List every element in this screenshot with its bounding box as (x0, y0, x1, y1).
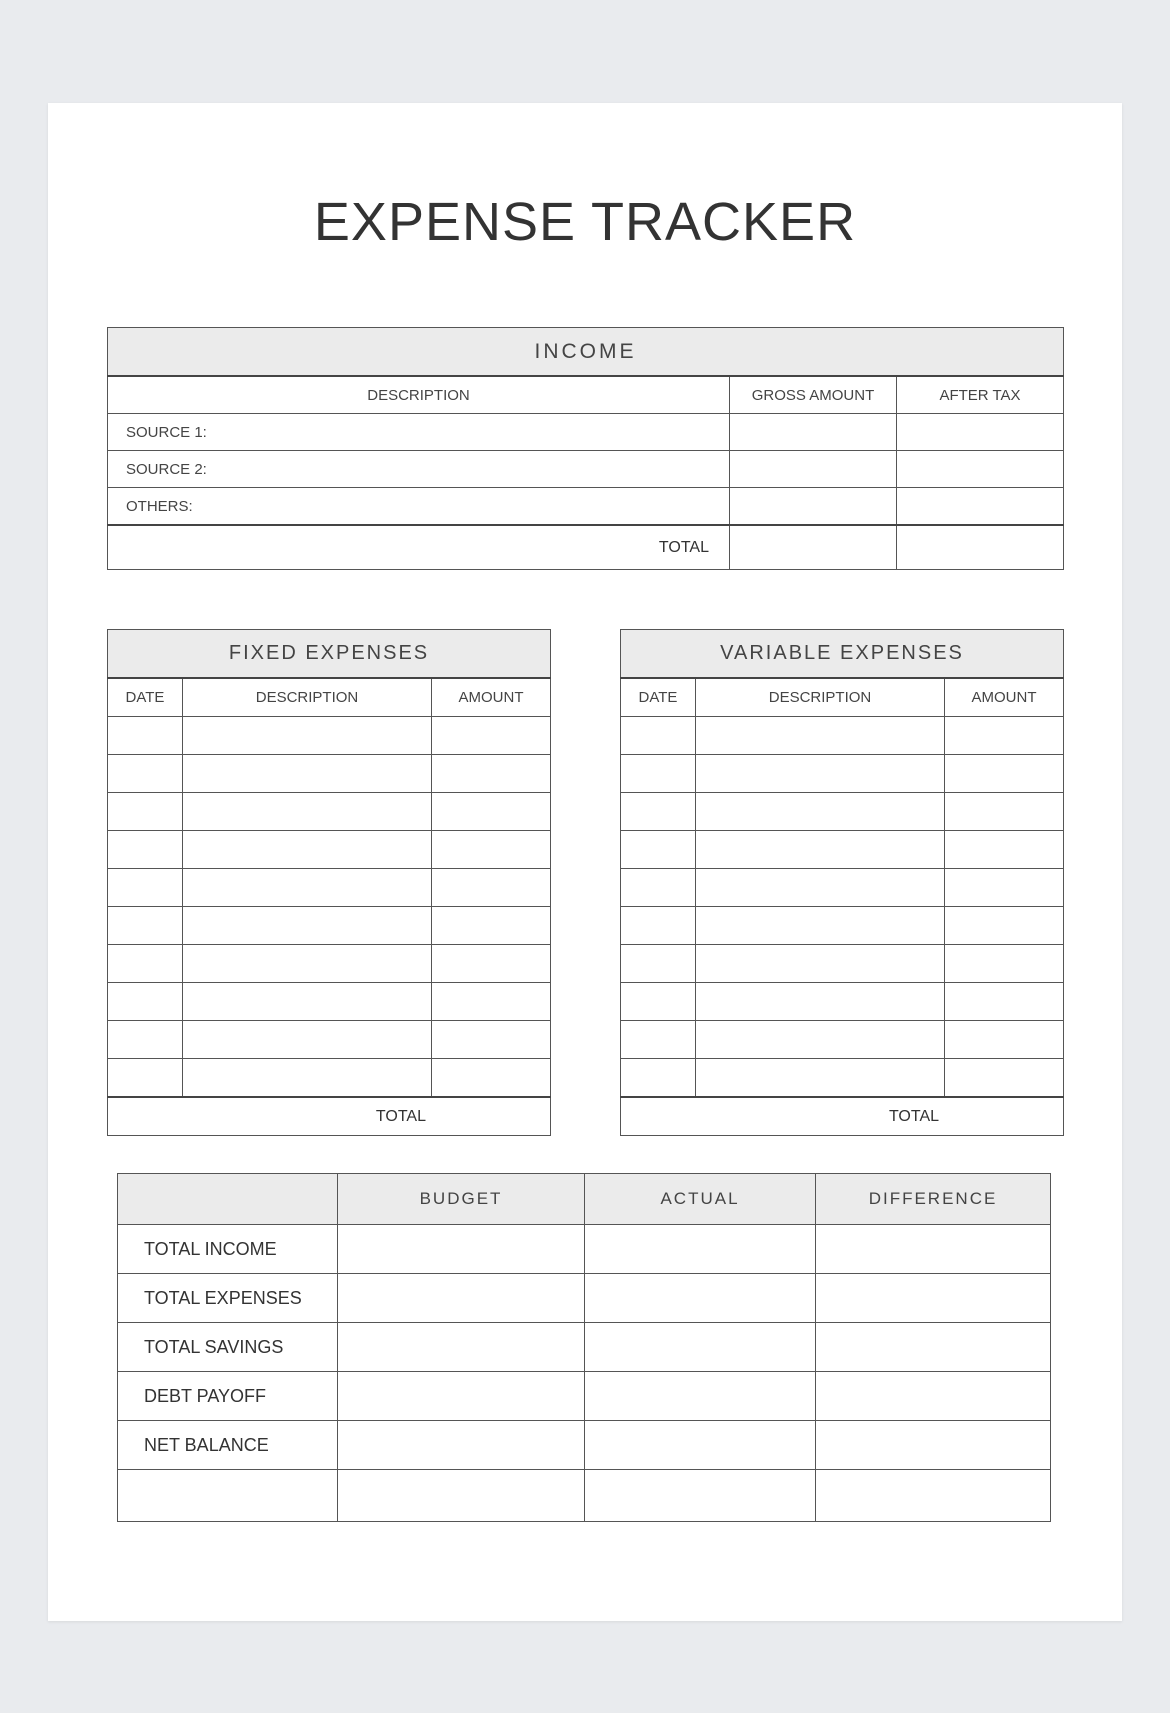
income-row-label: OTHERS: (108, 488, 730, 526)
description-cell[interactable] (183, 907, 432, 945)
table-row (108, 945, 551, 983)
table-row (621, 945, 1064, 983)
description-cell[interactable] (696, 755, 945, 793)
amount-cell[interactable] (432, 717, 551, 755)
difference-cell[interactable] (816, 1274, 1051, 1323)
amount-cell[interactable] (432, 1059, 551, 1098)
table-row (108, 831, 551, 869)
col-gross-amount: GROSS AMOUNT (730, 376, 897, 414)
amount-cell[interactable] (945, 869, 1064, 907)
amount-cell[interactable] (945, 793, 1064, 831)
page-title: EXPENSE TRACKER (313, 192, 857, 252)
after-tax-cell[interactable] (897, 451, 1064, 488)
date-cell[interactable] (621, 869, 696, 907)
description-cell[interactable] (183, 755, 432, 793)
budget-cell[interactable] (338, 1421, 585, 1470)
description-cell[interactable] (696, 831, 945, 869)
table-row (621, 831, 1064, 869)
description-cell[interactable] (696, 907, 945, 945)
description-cell[interactable] (183, 869, 432, 907)
table-row (621, 793, 1064, 831)
table-row (621, 869, 1064, 907)
table-row (621, 983, 1064, 1021)
actual-cell[interactable] (585, 1421, 816, 1470)
date-cell[interactable] (108, 793, 183, 831)
summary-corner (118, 1174, 338, 1225)
income-row-label: SOURCE 2: (108, 451, 730, 488)
description-cell[interactable] (696, 869, 945, 907)
table-row (108, 983, 551, 1021)
col-amount: AMOUNT (945, 678, 1064, 717)
date-cell[interactable] (621, 907, 696, 945)
fixed-total-label: TOTAL (108, 1097, 551, 1136)
variable-expenses-table (620, 629, 1064, 1136)
after-tax-cell[interactable] (897, 488, 1064, 526)
col-after-tax: AFTER TAX (897, 376, 1064, 414)
table-row (118, 1421, 1051, 1470)
income-row-label: SOURCE 1: (108, 414, 730, 451)
fixed-expenses-header: FIXED EXPENSES (108, 630, 551, 679)
description-cell[interactable] (183, 717, 432, 755)
amount-cell[interactable] (945, 945, 1064, 983)
date-cell[interactable] (621, 945, 696, 983)
date-cell[interactable] (108, 945, 183, 983)
description-cell[interactable] (696, 945, 945, 983)
summary-row-label: TOTAL SAVINGS (118, 1323, 338, 1372)
date-cell[interactable] (108, 983, 183, 1021)
table-row (108, 1021, 551, 1059)
col-difference: DIFFERENCE (816, 1174, 1051, 1225)
budget-cell[interactable] (338, 1323, 585, 1372)
date-cell[interactable] (621, 755, 696, 793)
variable-expenses-header: VARIABLE EXPENSES (621, 630, 1064, 679)
table-row (621, 907, 1064, 945)
table-row (108, 793, 551, 831)
table-row (118, 1372, 1051, 1421)
income-table (107, 327, 1064, 570)
actual-cell[interactable] (585, 1323, 816, 1372)
summary-table (117, 1173, 1051, 1522)
after-tax-cell[interactable] (897, 414, 1064, 451)
income-header: INCOME (108, 328, 1064, 377)
table-row (621, 1021, 1064, 1059)
amount-cell[interactable] (432, 831, 551, 869)
table-row (621, 1059, 1064, 1098)
col-date: DATE (108, 678, 183, 717)
date-cell[interactable] (621, 983, 696, 1021)
col-description: DESCRIPTION (696, 678, 945, 717)
summary-row-label: DEBT PAYOFF (118, 1372, 338, 1421)
difference-cell[interactable] (816, 1421, 1051, 1470)
amount-cell[interactable] (432, 907, 551, 945)
date-cell[interactable] (108, 1059, 183, 1098)
date-cell[interactable] (108, 717, 183, 755)
table-row (118, 1225, 1051, 1274)
col-description: DESCRIPTION (183, 678, 432, 717)
actual-cell[interactable] (585, 1274, 816, 1323)
table-row (108, 869, 551, 907)
date-cell[interactable] (621, 831, 696, 869)
table-row (621, 717, 1064, 755)
variable-total-label: TOTAL (621, 1097, 1064, 1136)
gross-total-cell[interactable] (730, 525, 897, 570)
col-actual: ACTUAL (585, 1174, 816, 1225)
description-cell[interactable] (696, 717, 945, 755)
table-row (108, 717, 551, 755)
table-row (621, 755, 1064, 793)
budget-cell[interactable] (338, 1274, 585, 1323)
table-row (108, 1059, 551, 1098)
description-cell[interactable] (696, 1059, 945, 1098)
summary-row-label: NET BALANCE (118, 1421, 338, 1470)
amount-cell[interactable] (945, 717, 1064, 755)
date-cell[interactable] (621, 1021, 696, 1059)
difference-cell[interactable] (816, 1225, 1051, 1274)
description-cell[interactable] (183, 831, 432, 869)
difference-cell[interactable] (816, 1372, 1051, 1421)
col-amount: AMOUNT (432, 678, 551, 717)
table-row (118, 1470, 1051, 1522)
actual-cell[interactable] (585, 1225, 816, 1274)
date-cell[interactable] (108, 907, 183, 945)
date-cell[interactable] (108, 831, 183, 869)
table-row (108, 414, 1064, 451)
amount-cell[interactable] (945, 907, 1064, 945)
budget-cell[interactable] (338, 1470, 585, 1522)
col-budget: BUDGET (338, 1174, 585, 1225)
gross-amount-cell[interactable] (730, 451, 897, 488)
table-row (108, 488, 1064, 526)
amount-cell[interactable] (945, 755, 1064, 793)
description-cell[interactable] (696, 793, 945, 831)
budget-cell[interactable] (338, 1372, 585, 1421)
date-cell[interactable] (108, 869, 183, 907)
amount-cell[interactable] (432, 869, 551, 907)
after-tax-total-cell[interactable] (897, 525, 1064, 570)
description-cell[interactable] (183, 1059, 432, 1098)
summary-row-label: TOTAL INCOME (118, 1225, 338, 1274)
amount-cell[interactable] (432, 793, 551, 831)
col-date: DATE (621, 678, 696, 717)
difference-cell[interactable] (816, 1323, 1051, 1372)
description-cell[interactable] (183, 793, 432, 831)
table-row (108, 451, 1064, 488)
table-row (118, 1323, 1051, 1372)
description-cell[interactable] (183, 1021, 432, 1059)
date-cell[interactable] (621, 793, 696, 831)
amount-cell[interactable] (432, 983, 551, 1021)
col-description: DESCRIPTION (108, 376, 730, 414)
amount-cell[interactable] (945, 831, 1064, 869)
table-row (108, 755, 551, 793)
gross-amount-cell[interactable] (730, 414, 897, 451)
budget-cell[interactable] (338, 1225, 585, 1274)
difference-cell[interactable] (816, 1470, 1051, 1522)
income-total-label: TOTAL (108, 525, 730, 570)
actual-cell[interactable] (585, 1470, 816, 1522)
table-row (108, 907, 551, 945)
gross-amount-cell[interactable] (730, 488, 897, 526)
description-cell[interactable] (183, 983, 432, 1021)
worksheet-page (48, 103, 1122, 1621)
actual-cell[interactable] (585, 1372, 816, 1421)
amount-cell[interactable] (945, 1059, 1064, 1098)
table-row (118, 1274, 1051, 1323)
amount-cell[interactable] (432, 1021, 551, 1059)
fixed-expenses-table (107, 629, 551, 1136)
description-cell[interactable] (696, 983, 945, 1021)
date-cell[interactable] (621, 717, 696, 755)
amount-cell[interactable] (432, 755, 551, 793)
description-cell[interactable] (183, 945, 432, 983)
date-cell[interactable] (108, 755, 183, 793)
amount-cell[interactable] (945, 1021, 1064, 1059)
date-cell[interactable] (108, 1021, 183, 1059)
amount-cell[interactable] (432, 945, 551, 983)
summary-row-label[interactable] (118, 1470, 338, 1522)
summary-row-label: TOTAL EXPENSES (118, 1274, 338, 1323)
date-cell[interactable] (621, 1059, 696, 1098)
amount-cell[interactable] (945, 983, 1064, 1021)
description-cell[interactable] (696, 1021, 945, 1059)
